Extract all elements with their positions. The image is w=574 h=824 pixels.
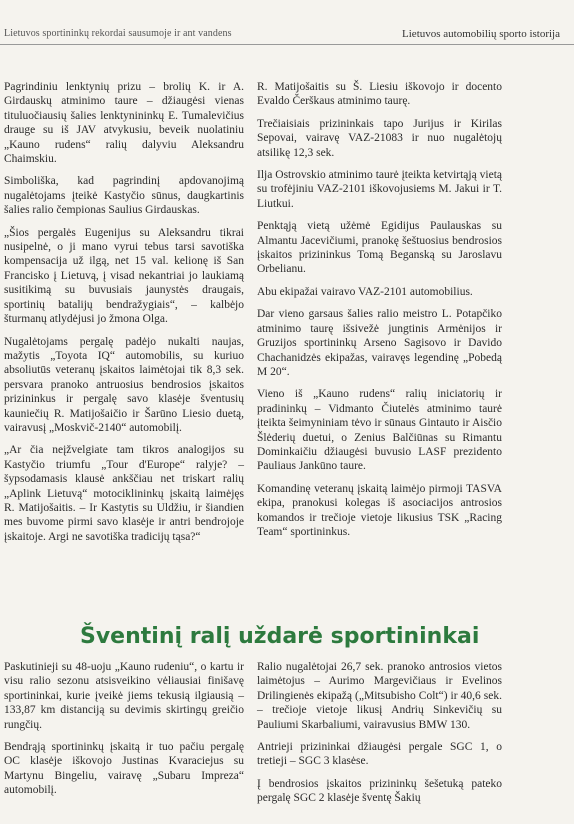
page-header <box>0 28 574 44</box>
paragraph: Vieno iš „Kauno rudens“ ralių iniciatorių ir pradininkų – Vidmanto Čiutelės atminimo taurė įteikta šeimyniniam tėvo ir sūnaus Gintauto ir Aisčio Šlėderių duetui, o Zenius Balčiūnas su Rimantu Dominkaičiu džiaugėsi buvusio LASF prezidento Pauliaus Jankūno taure. <box>257 388 502 473</box>
paragraph: Nugalėtojams pergalę padėjo nukalti naujas, mažytis „Toyota IQ“ automobilis, su kuriuo absoliutūs veteranų įskaitos laimėtojai tik 8,3 sek. persvara pranoko antruosius bendrosios įskaitos prizininkus ir pergalę savo klasėje šventusių kauniečių R. Matijošaičio ir Šarūno Liesio duetą, vairavusį „Moskvič-2140“ automobilį. <box>4 335 244 434</box>
header-rule <box>0 44 574 45</box>
paragraph: Simboliška, kad pagrindinį apdovanojimą nugalėtojams įteikė Kastyčio sūnus, daugkartinis šalies ralio čempionas Saulius Girdauskas. <box>4 175 244 217</box>
top-right-column <box>257 80 502 547</box>
bottom-right-column <box>257 660 502 814</box>
paragraph: Į bendrosios įskaitos prizininkų šešetuką pateko pergalę SGC 2 klasėje šventę Šakių <box>257 777 502 805</box>
paragraph: R. Matijošaitis su Š. Liesiu iškovojo ir docento Evaldo Čerškaus atminimo taurę. <box>257 81 502 108</box>
paragraph: Pagrindiniu lenktynių prizu – brolių K. ir A. Girdauskų atminimo taure – džiaugėsi vienas tituluočiausių šalies lenktynininkų E. Tumalevičius drauge su iš JAV atvykusiu, beveik nuolatiniu „Kauno rudens“ ralių dalyviu Aleksandru Chaimskiu. <box>4 81 244 166</box>
paragraph: Penktąją vietą užėmė Egidijus Paulauskas su Almantu Jacevičiumi, pranokę šeštuosius bendrosios įskaitos prizininkus Tomą Beganską su Jaroslavu Orbelianu. <box>257 220 502 276</box>
paragraph: Ralio nugalėtojai 26,7 sek. pranoko antrosios vietos laimėtojus – Aurimo Margevičiaus ir Evelinos Drilingienės ekipažą („Mitsubisho Colt“) ir 40,6 sek. – trečioje vietoje likusį Andrių Sinkevičių su Pauliumi Skarbaliumi, vairavusius BMW 130. <box>257 661 502 731</box>
paragraph: Bendrąją sportininkų įskaitą ir tuo pačiu pergalę OC klasėje iškovojo Justinas Kvaraciejus su Martynu Bingeliu, vairavę „Subaru Impreza“ automobilį. <box>4 741 244 797</box>
paragraph: Paskutinieji su 48-uoju „Kauno rudeniu“, o kartu ir visu ralio sezonu atsisveikino vėliausiai finišavę sportininkai, kurie įveikė jiems tekusią ilgiausią – 133,87 km distanciją su devimis skirtingų greičio rungčių. <box>4 661 244 731</box>
paragraph: „Ar čia neįžvelgiate tam tikros analogijos su Kastyčio triumfu „Tour d'Europe“ ralyje? – šypsodamasis klausė ankščiau net triskart ralių „Aplink Lietuvą“ motociklininkų įskaitą laimėjęs R. Matijošaitis. – Ir Kastytis su Uldžiu, ir šiandien mes buvome pirmi savo klasėje ir antri bendrojoje įskaitoje. Argi ne savotiška tradicijų tąsa?“ <box>4 444 244 543</box>
header-section-title: Lietuvos sportininkų rekordai sausumoje ir ant vandens <box>4 28 232 39</box>
top-left-column <box>4 80 244 552</box>
paragraph: Abu ekipažai vairavo VAZ-2101 automobilius. <box>257 285 473 298</box>
paragraph: Komandinę veteranų įskaitą laimėjo pirmoji TASVA ekipa, pranokusi kolegas iš asociacijos antrosios komandos ir trečioje vietoje likusius TSK „Racing Team“ sportininkus. <box>257 482 502 538</box>
paragraph: Antrieji prizininkai džiaugėsi pergale SGC 1, o tretieji – SGC 3 klasėse. <box>257 741 502 768</box>
paragraph: Trečiaisiais prizininkais tapo Jurijus ir Kirilas Sepovai, vairavę VAZ-21083 ir nuo nugalėtojų atsilikę 12,3 sek. <box>257 117 502 159</box>
header-book-title: Lietuvos automobilių sporto istorija <box>402 28 560 40</box>
paragraph: „Šios pergalės Eugenijus su Aleksandru tikrai nusipelnė, o ji mano vyrui tebus tarsi savotiška kompensacija už ilgą, net 15 val. kelionę iš San Francisko į Lietuvą, į visad nekantriai jo laukiamą susitikimą su buvusiais jaunystės draugais, sportinių batalijų bendražygiais“, – kalbėjo šturmanų atlydėjusi jo žmona Olga. <box>4 226 244 326</box>
paragraph: Dar vieno garsaus šalies ralio meistro L. Potapčiko atminimo taurę išsivežė jungtinis Armėnijos ir Gruzijos sportininkų Arseno Sagisovo ir Davido Chachanidzės ekipažas, vairavęs legendinę „Pobedą M 20“. <box>257 308 502 378</box>
paragraph: Ilja Ostrovskio atminimo taurė įteikta ketvirtąją vietą su trofėjiniu VAZ-2101 iškovojusiems M. Jakui ir T. Liutkui. <box>257 169 502 210</box>
bottom-left-column <box>4 660 244 806</box>
section-heading: Šventinį ralį uždarė sportininkai <box>80 624 480 649</box>
